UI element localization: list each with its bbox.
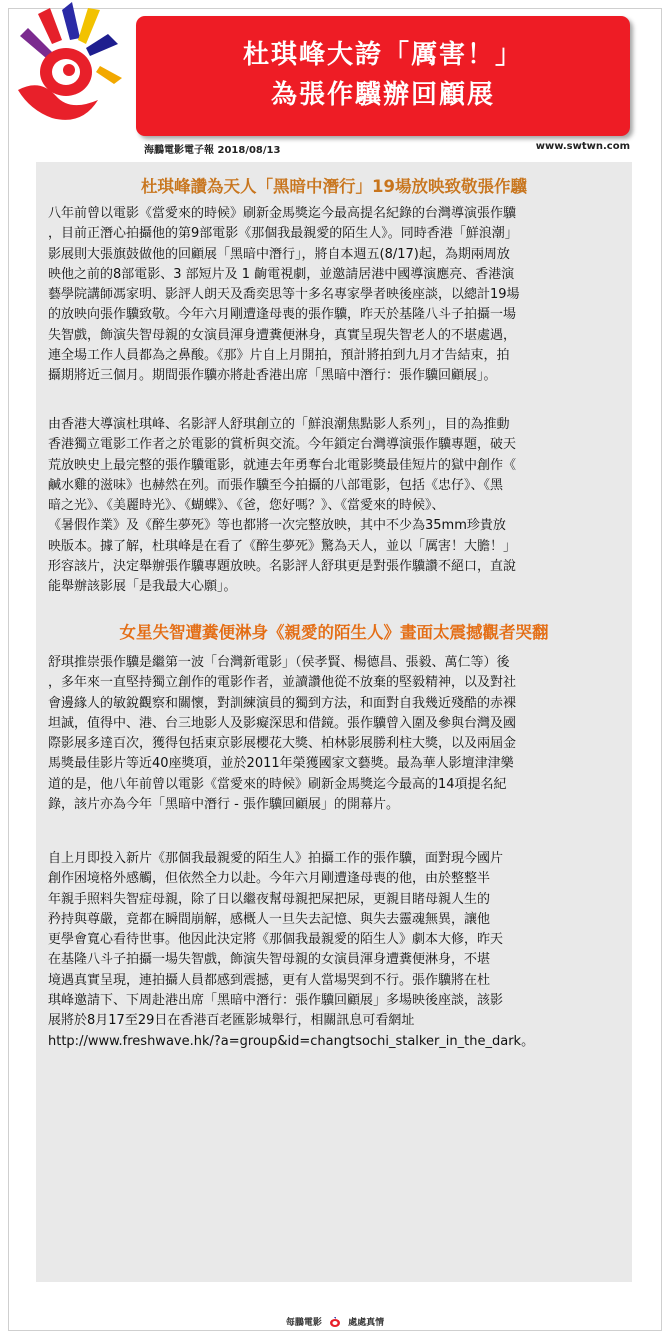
text-line: 舒琪推崇張作驥是繼第一波「台灣新電影」（侯孝賢、楊德昌、張毅、萬仁等）後 xyxy=(48,655,510,670)
text-line: 能舉辦該影展「是我最大心願」。 xyxy=(48,579,237,595)
text-line: 映版本。據了解，杜琪峰是在看了《醉生夢死》驚為天人，並以「厲害！大膽！」 xyxy=(48,538,517,554)
text-line: 馬獎最佳影片等近40座獎項，並於2011年榮獲國家文藝獎。最為華人影壇津津樂 xyxy=(48,756,514,772)
paragraph-2 xyxy=(48,415,624,598)
newspaper-logo xyxy=(0,0,140,130)
text-line: ，多年來一直堅持獨立創作的電影作者，並讀讚他從不放棄的堅毅精神，以及對社 xyxy=(48,675,517,691)
text-line: 藝學院講師馮家明、影評人朗天及喬奕思等十多名專家學者映後座談，以總計19場 xyxy=(48,287,520,303)
text-line: 影展則大張旗鼓做他的回顧展「黑暗中潛行」，將自本週五(8/17)起，為期兩周放 xyxy=(48,246,510,262)
text-line: 香港獨立電影工作者之於電影的賞析與交流。今年鎖定台灣導演張作驥專題，破天 xyxy=(48,437,517,453)
text-line: 創作困境格外感觸，但依然全力以赴。今年六月剛遭逢母喪的他，由於整整半 xyxy=(48,871,491,887)
text-line: 際影展多達百次，獲得包括東京影展櫻花大獎、柏林影展勝利柱大獎，以及兩屆金 xyxy=(48,736,517,752)
text-line: 琪峰邀請下、下周赴港出席「黑暗中潛行：張作驥回顧展」多場映後座談，該影 xyxy=(48,993,504,1009)
text-line: 年親手照料失智症母親，除了日以繼夜幫母親把屎把尿，更親目睹母親人生的 xyxy=(48,891,491,907)
headline-banner xyxy=(136,16,630,136)
text-line: 自上月即投入新片《那個我最親愛的陌生人》拍攝工作的張作驥，面對現今國片 xyxy=(48,851,504,866)
text-line: 更學會寬心看待世事。他因此決定將《那個我最親愛的陌生人》劇本大修，昨天 xyxy=(48,932,504,948)
text-line: 展將於8月17至29日在香港百老匯影城舉行，相關訊息可看網址 xyxy=(48,1013,415,1029)
text-line: 錄，該片亦為今年「黑暗中潛行 - 張作驥回顧展」的開幕片。 xyxy=(48,797,399,813)
text-line: 道的是，他八年前曾以電影《當愛來的時候》刷新金馬獎迄今最高的14項提名紀 xyxy=(48,776,507,792)
text-line: 坦誠，值得中、港、台三地影人及影癡深思和借鏡。張作驥曾入圍及參與台灣及國 xyxy=(48,715,517,731)
text-line: 鹹水雞的滋味》也赫然在列。而張作驥至今拍攝的八部電影，包括《忠仔》、《黑 xyxy=(48,477,504,493)
paragraph-1 xyxy=(48,204,624,387)
text-line: 由香港大導演杜琪峰、名影評人舒琪創立的「鮮浪潮焦點影人系列」，目的為推動 xyxy=(48,417,510,432)
text-line: 會邊緣人的敏銳觀察和關懷，對訓練演員的獨到方法，和面對自我幾近殘酷的赤裸 xyxy=(48,695,517,711)
text-line: 失智戲，飾演失智母親的女演員渾身遭糞便淋身，真實呈現失智老人的不堪處遇， xyxy=(48,327,517,343)
text-line: 矜持與尊嚴，竟都在瞬間崩解，感概人一旦失去記憶、與失去靈魂無異，讓他 xyxy=(48,911,491,927)
text-line: 的放映向張作驥致敬。今年六月剛遭逢母喪的張作驥，昨天於基隆八斗子拍攝一場 xyxy=(48,307,517,323)
footer-logo-icon xyxy=(327,1317,343,1329)
text-line: 在基隆八斗子拍攝一場失智戲，飾演失智母親的女演員渾身遭糞便淋身，不堪 xyxy=(48,952,491,968)
text-line: 荒放映史上最完整的張作驥電影，就連去年勇奪台北電影獎最佳短片的獄中創作《 xyxy=(48,457,517,473)
headline-line-2: 為張作驥辦回顧展 xyxy=(270,80,495,110)
text-line: 《暑假作業》及《醉生夢死》等也都將一次完整放映，其中不少為35mm珍貴放 xyxy=(48,518,506,534)
text-line: 形容該片，決定舉辦張作驥專題放映。名影評人舒琪更是對張作驥讚不絕口，直說 xyxy=(48,559,517,575)
source-date: 海鵬電影電子報 2018/08/13 xyxy=(144,145,281,156)
paragraph-3 xyxy=(48,653,624,815)
footer-brand xyxy=(0,1315,670,1329)
text-line: 八年前曾以電影《當愛來的時候》刷新金馬獎迄今最高提名紀錄的台灣導演張作驥 xyxy=(48,206,517,221)
paragraph-4 xyxy=(48,849,624,1052)
footer-left-text: 每鵬電影 xyxy=(285,1318,322,1328)
article-body xyxy=(36,162,632,1282)
url-line[interactable]: http://www.freshwave.hk/?a=group&id=changtsochi_stalker_in_the_dark。 xyxy=(48,1033,535,1049)
headline-line-1: 杜琪峰大誇「厲害！」 xyxy=(242,40,523,70)
meta-row xyxy=(144,141,630,155)
text-line: 境遇真實呈現，連拍攝人員都感到震撼，更有人當場哭到不行。張作驥將在杜 xyxy=(48,972,491,988)
text-line: 連全場工作人員都為之鼻酸。《那》片自上月開拍，預計將拍到九月才告結束，拍 xyxy=(48,348,510,364)
subheading-1: 杜琪峰讚為天人「黑暗中潛行」19場放映致敬張作驥 xyxy=(141,177,527,196)
website-link[interactable]: www.swtwn.com xyxy=(535,141,630,152)
text-line: 攝期將近三個月。期間張作驥亦將赴香港出席「黑暗中潛行：張作驥回顧展」。 xyxy=(48,368,497,384)
text-line: 暗之光》、《美麗時光》、《蝴蝶》、《爸，您好嗎？》、《當愛來的時候》、 xyxy=(48,498,445,514)
text-line: 映他之前的8部電影、3 部短片及 1 齣電視劇，並邀請居港中國導演應亮、香港演 xyxy=(48,266,515,282)
subheading-2: 女星失智遭糞便淋身《親愛的陌生人》畫面太震撼觀者哭翻 xyxy=(119,623,549,642)
text-line: ，目前正潛心拍攝他的第9部電影《那個我最親愛的陌生人》。同時香港「鮮浪潮」 xyxy=(48,226,518,242)
footer-right-text: 處處真情 xyxy=(348,1318,385,1328)
